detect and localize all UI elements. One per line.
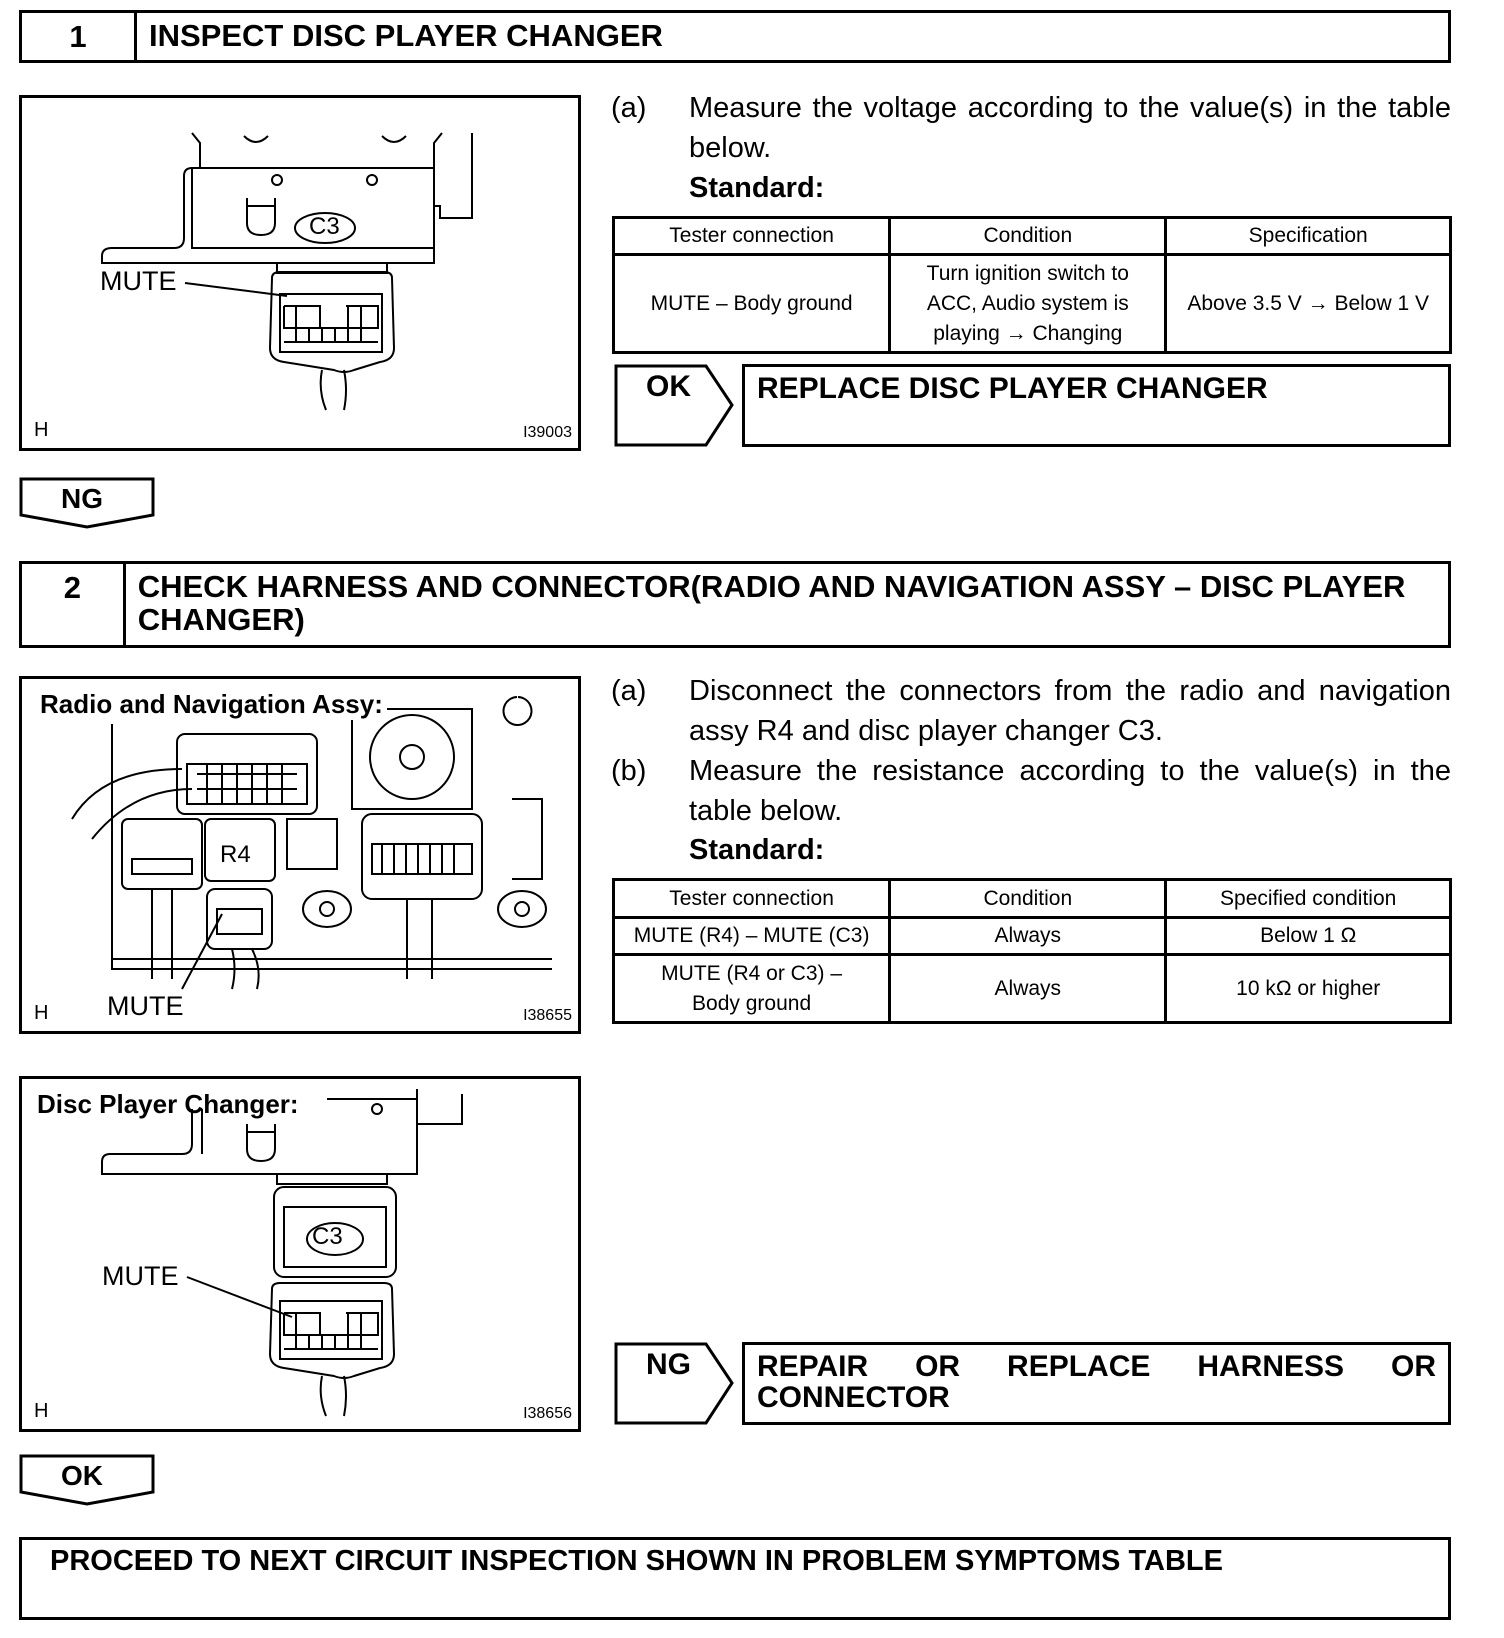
- step1-spec-table: [612, 216, 1452, 354]
- ng-branch-arrow: [614, 1342, 736, 1425]
- table-row: [614, 955, 1451, 1023]
- mute-label: MUTE: [107, 991, 184, 1021]
- ok-label: OK: [61, 1460, 103, 1491]
- step2-spec-table: [612, 878, 1452, 1024]
- mute-label: MUTE: [102, 1261, 179, 1291]
- connector-label: C3: [312, 1223, 343, 1250]
- figure-disc-changer-connector: [19, 95, 581, 451]
- instruction-text: Measure the voltage according to the value(s) in the table below.: [689, 92, 1451, 164]
- step-title: CHECK HARNESS AND CONNECTOR(RADIO AND NAVIGATION ASSY – DISC PLAYER CHANGER): [137, 569, 1406, 637]
- step1-header: [19, 10, 1451, 63]
- table-cell: Turn ignition switch to ACC, Audio system is playing → Changing: [890, 255, 1166, 353]
- table-header-row: [614, 218, 1451, 255]
- table-cell: Below 1 Ω: [1166, 918, 1451, 955]
- instruction-label: (a): [611, 92, 647, 124]
- table-header: Condition: [890, 880, 1166, 918]
- table-cell: 10 kΩ or higher: [1166, 955, 1451, 1023]
- table-header: Condition: [890, 218, 1166, 255]
- ok-branch-arrow: [614, 364, 736, 447]
- figure-id: I38655: [523, 1007, 572, 1024]
- figure-id: I39003: [523, 424, 572, 441]
- figure-radio-navigation-assy: [19, 676, 581, 1034]
- ok-branch-arrow: [19, 1454, 155, 1506]
- final-instruction-box: PROCEED TO NEXT CIRCUIT INSPECTION SHOWN IN PROBLEM SYMPTOMS TABLE: [19, 1537, 1451, 1620]
- instruction-label: (a): [611, 675, 647, 707]
- ok-result-box: REPLACE DISC PLAYER CHANGER: [742, 364, 1451, 447]
- ng-label: NG: [646, 1348, 691, 1381]
- table-cell: MUTE (R4) – MUTE (C3): [614, 918, 890, 955]
- figure-title: Radio and Navigation Assy:: [40, 689, 387, 720]
- table-row: [614, 918, 1451, 955]
- figure-corner-mark: H: [34, 1002, 49, 1024]
- figure-corner-mark: H: [34, 419, 49, 441]
- step2-instruction-a: [611, 671, 1451, 751]
- instruction-text: Disconnect the connectors from the radio and navigation assy R4 and disc player changer C3.: [689, 675, 1451, 747]
- ng-label: NG: [61, 483, 103, 514]
- table-cell: Always: [890, 918, 1166, 955]
- standard-label: Standard:: [689, 172, 825, 204]
- ng-result-box: REPAIR OR REPLACE HARNESS OR CONNECTOR: [742, 1342, 1451, 1425]
- instruction-label: (b): [611, 755, 647, 787]
- table-row: [614, 255, 1451, 353]
- ok-label: OK: [646, 370, 691, 403]
- table-cell: MUTE – Body ground: [614, 255, 890, 353]
- table-header: Tester connection: [614, 880, 890, 918]
- figure-disc-player-changer: [19, 1076, 581, 1432]
- table-cell: Above 3.5 V → Below 1 V: [1166, 255, 1451, 353]
- connector-label: R4: [220, 841, 251, 868]
- table-header: Specified condition: [1166, 880, 1451, 918]
- figure-title: Disc Player Changer:: [37, 1089, 299, 1119]
- step1-instruction-a: [611, 88, 1451, 168]
- figure-id: I38656: [523, 1405, 572, 1422]
- step-number: 1: [22, 13, 137, 60]
- mute-label: MUTE: [100, 266, 177, 296]
- connector-label: C3: [309, 213, 340, 240]
- table-cell: Always: [890, 955, 1166, 1023]
- table-header: Specification: [1166, 218, 1451, 255]
- table-header-row: [614, 880, 1451, 918]
- step-title: INSPECT DISC PLAYER CHANGER: [149, 18, 663, 53]
- instruction-text: Measure the resistance according to the value(s) in the table below.: [689, 755, 1451, 827]
- standard-label: Standard:: [689, 834, 825, 866]
- ng-branch-arrow: [19, 477, 155, 529]
- step2-header: [19, 561, 1451, 648]
- step-number: 2: [22, 564, 126, 645]
- figure-corner-mark: H: [34, 1400, 49, 1422]
- table-header: Tester connection: [614, 218, 890, 255]
- step2-instruction-b: [611, 751, 1451, 831]
- table-cell: MUTE (R4 or C3) – Body ground: [614, 955, 890, 1023]
